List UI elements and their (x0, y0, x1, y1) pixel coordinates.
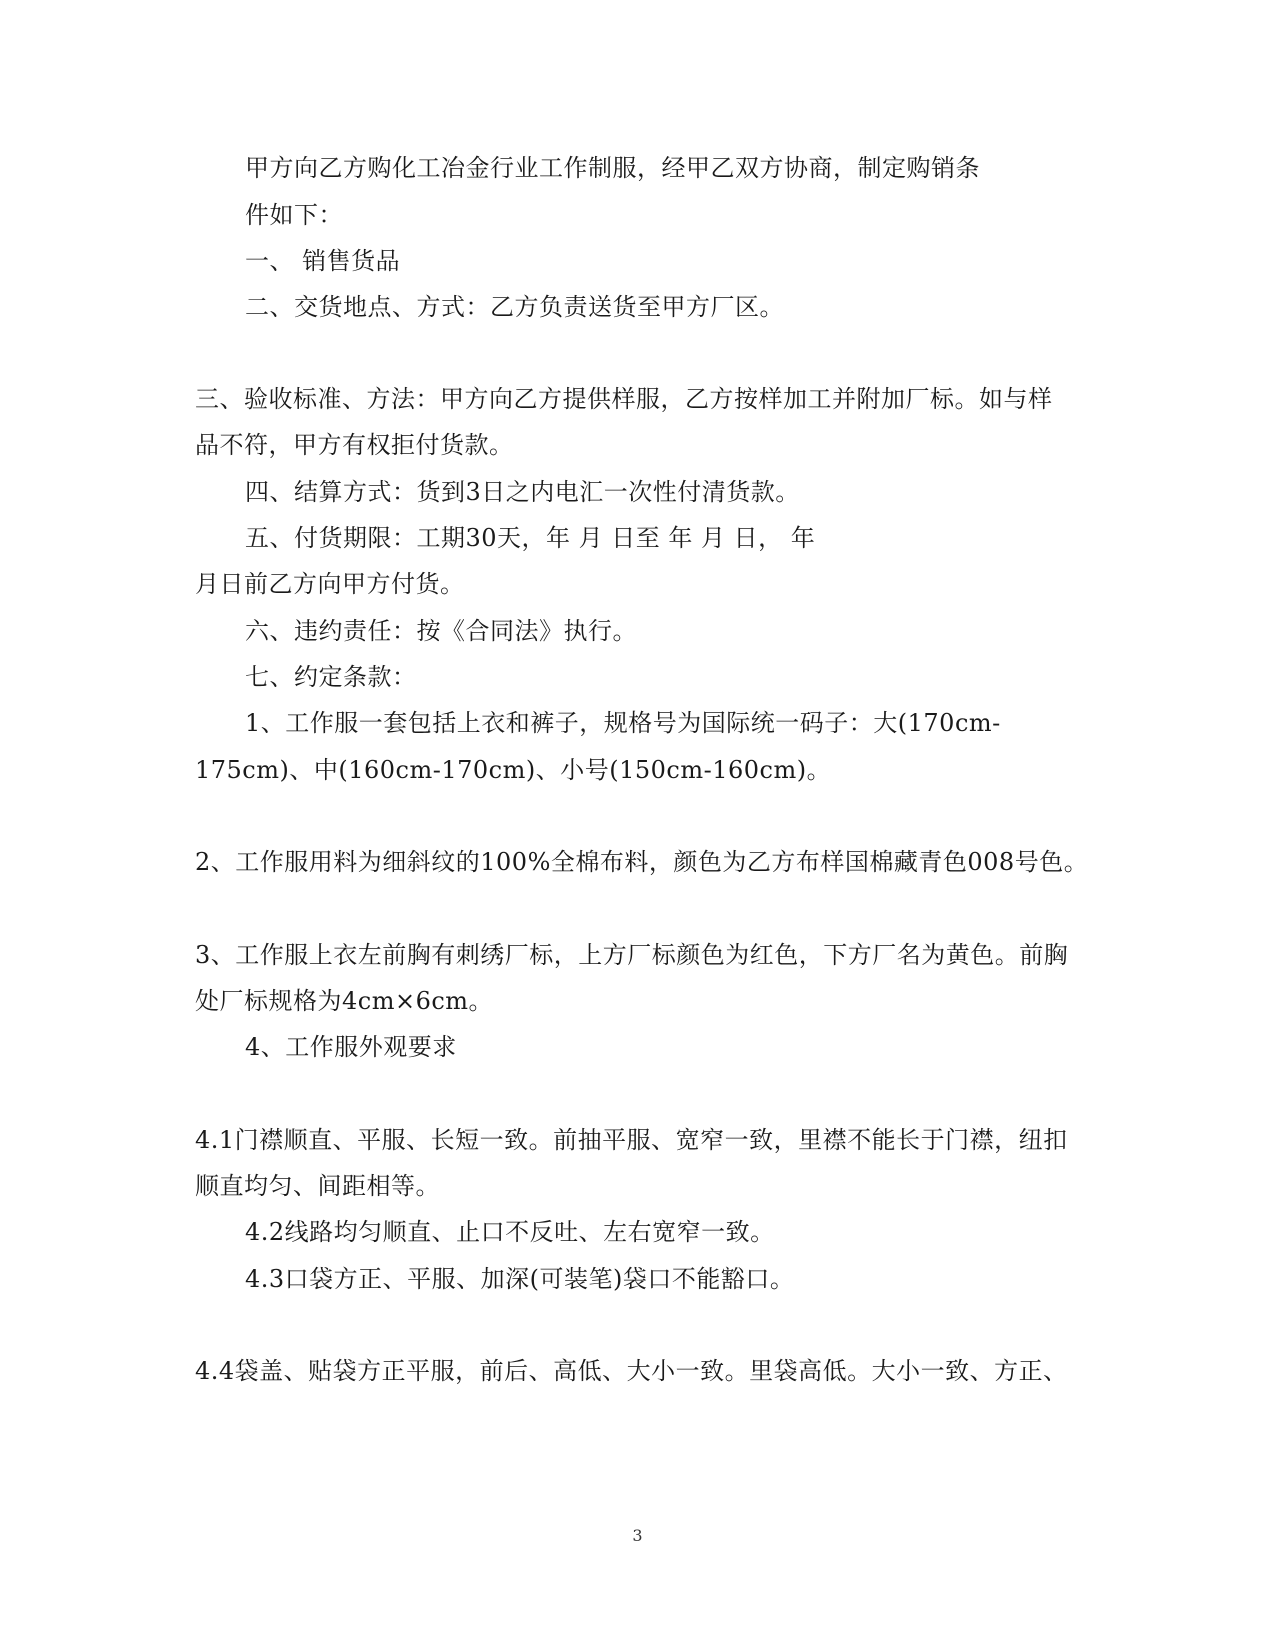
page-number: 3 (632, 1526, 643, 1545)
paragraph-line: 月日前乙方向甲方付货。 (195, 570, 465, 598)
paragraph-line: 件如下： (245, 201, 343, 229)
clause-line: 4.4袋盖、贴袋方正平服，前后、高低、大小一致。里袋高低。大小一致、方正、 (195, 1357, 1068, 1385)
section-heading: 四、结算方式：货到3日之内电汇一次性付清货款。 (245, 478, 800, 506)
paragraph-line: 品不符，甲方有权拒付货款。 (195, 431, 514, 459)
clause-line: 4.1门襟顺直、平服、长短一致。前抽平服、宽窄一致，里襟不能长于门襟，纽扣 (195, 1126, 1068, 1154)
clause-line: 顺直均匀、间距相等。 (195, 1172, 440, 1200)
clause-line: 4、工作服外观要求 (245, 1033, 457, 1061)
clause-line: 处厂标规格为4cm×6cm。 (195, 987, 494, 1015)
section-heading: 三、验收标准、方法：甲方向乙方提供样服，乙方按样加工并附加厂标。如与样 (195, 385, 1053, 413)
clause-line: 2、工作服用料为细斜纹的100%全棉布料，颜色为乙方布样国棉藏青色008号色。 (195, 848, 1089, 876)
clause-line: 3、工作服上衣左前胸有刺绣厂标，上方厂标颜色为红色，下方厂名为黄色。前胸 (195, 941, 1069, 969)
paragraph-line: 甲方向乙方购化工冶金行业工作制服，经甲乙双方协商，制定购销条 (245, 154, 980, 182)
section-heading: 五、付货期限：工期30天，年 月 日至 年 月 日， 年 (245, 524, 816, 552)
clause-line: 1、工作服一套包括上衣和裤子，规格号为国际统一码子：大(170cm- (245, 709, 1001, 737)
section-heading: 二、交货地点、方式：乙方负责送货至甲方厂区。 (245, 293, 784, 321)
clause-line: 4.3口袋方正、平服、加深(可装笔)袋口不能豁口。 (245, 1265, 795, 1293)
clause-line: 4.2线路均匀顺直、止口不反吐、左右宽窄一致。 (245, 1218, 775, 1246)
section-heading: 七、约定条款： (245, 663, 417, 691)
section-heading: 六、违约责任：按《合同法》执行。 (245, 617, 637, 645)
clause-line: 175cm)、中(160cm-170cm)、小号(150cm-160cm)。 (195, 756, 832, 784)
section-heading: 一、 销售货品 (245, 247, 401, 275)
